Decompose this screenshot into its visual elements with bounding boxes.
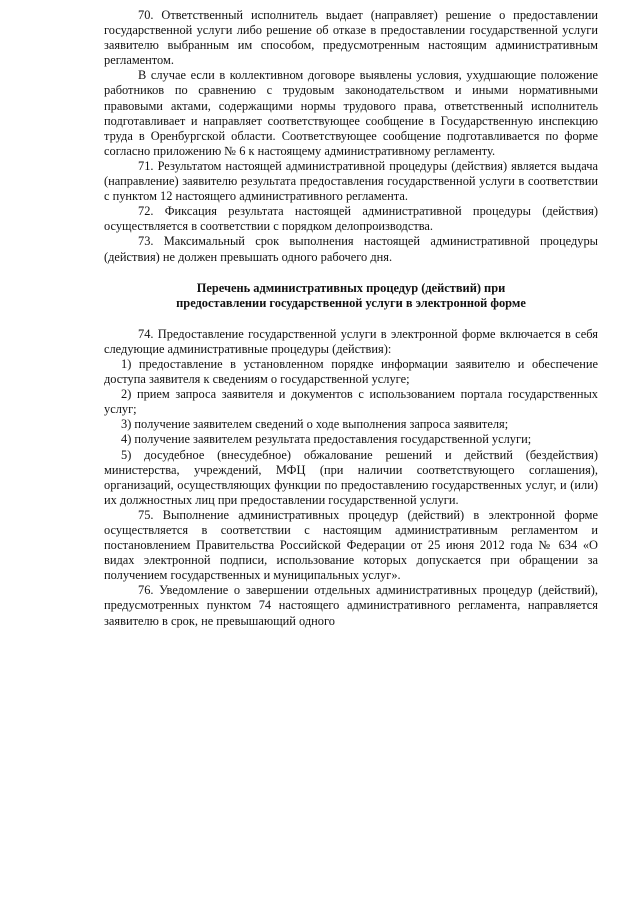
paragraph-76: 76. Уведомление о завершении отдельных административных процедур (действий), предусмотренных пунктом 74 настоящего административного регламента, направляется заявителю в срок, не превышающий одного xyxy=(104,583,598,628)
list-item-5: 5) досудебное (внесудебное) обжалование решений и действий (бездействия) министерства, учреждений, МФЦ (при наличии соответствующего соглашения), организаций, осуществляющих функции по предоставлению государственных услуг, и (или) их должностных лиц при предоставлении государственной услуги. xyxy=(104,447,598,507)
list-item-1: 1) предоставление в установленном порядке информации заявителю и обеспечение доступа заявителя к сведениям о государственной услуге; xyxy=(104,356,598,387)
list-item-4: 4) получение заявителем результата предоставления государственной услуги; xyxy=(121,432,532,447)
section-heading-line-1: Перечень административных процедур (действий) при xyxy=(196,280,506,295)
section-heading xyxy=(104,281,598,311)
paragraph-72: 72. Фиксация результата настоящей административной процедуры (действия) осуществляется в соответствии с порядком делопроизводства. xyxy=(104,204,598,234)
section-heading-line-2: предоставлении государственной услуги в электронной форме xyxy=(176,295,526,310)
paragraph-75: 75. Выполнение административных процедур (действий) в электронной форме осуществляется в соответствии с настоящим административным регламентом и постановлением Правительства Российской Федерации от 25 июня 2012 года № 634 «О видах электронной подписи, использование которых допускается при обращении за получением государственных и муниципальных услуг». xyxy=(104,507,598,583)
paragraph-70-continuation: В случае если в коллективном договоре выявлены условия, ухудшающие положение работников по сравнению с трудовым законодательством и иными нормативными правовыми актами, содержащими нормы трудового права, ответственный исполнитель подготавливает и направляет соответствующее сообщение в Государственную инспекцию труда в Оренбургской области. Соответствующее сообщение подготавливается по форме согласно приложению № 6 к настоящему административному регламенту. xyxy=(104,68,598,158)
paragraph-74: 74. Предоставление государственной услуги в электронной форме включается в себя следующие административные процедуры (действия): xyxy=(104,326,598,356)
list-item-2: 2) прием запроса заявителя и документов с использованием портала государственных услуг; xyxy=(104,387,598,417)
document-body xyxy=(104,8,598,629)
list-item-3: 3) получение заявителем сведений о ходе выполнения запроса заявителя; xyxy=(121,417,509,432)
paragraph-71: 71. Результатом настоящей административной процедуры (действия) является выдача (направление) заявителю результата предоставления государственной услуги в соответствии с пунктом 12 настоящего административного регламента. xyxy=(104,158,598,204)
paragraph-70: 70. Ответственный исполнитель выдает (направляет) решение о предоставлении государственной услуги либо решение об отказе в предоставлении государственной услуги заявителю выбранным им способом, предусмотренным настоящим административным регламентом. xyxy=(104,8,598,68)
paragraph-73: 73. Максимальный срок выполнения настоящей административной процедуры (действия) не должен превышать одного рабочего дня. xyxy=(104,234,598,264)
